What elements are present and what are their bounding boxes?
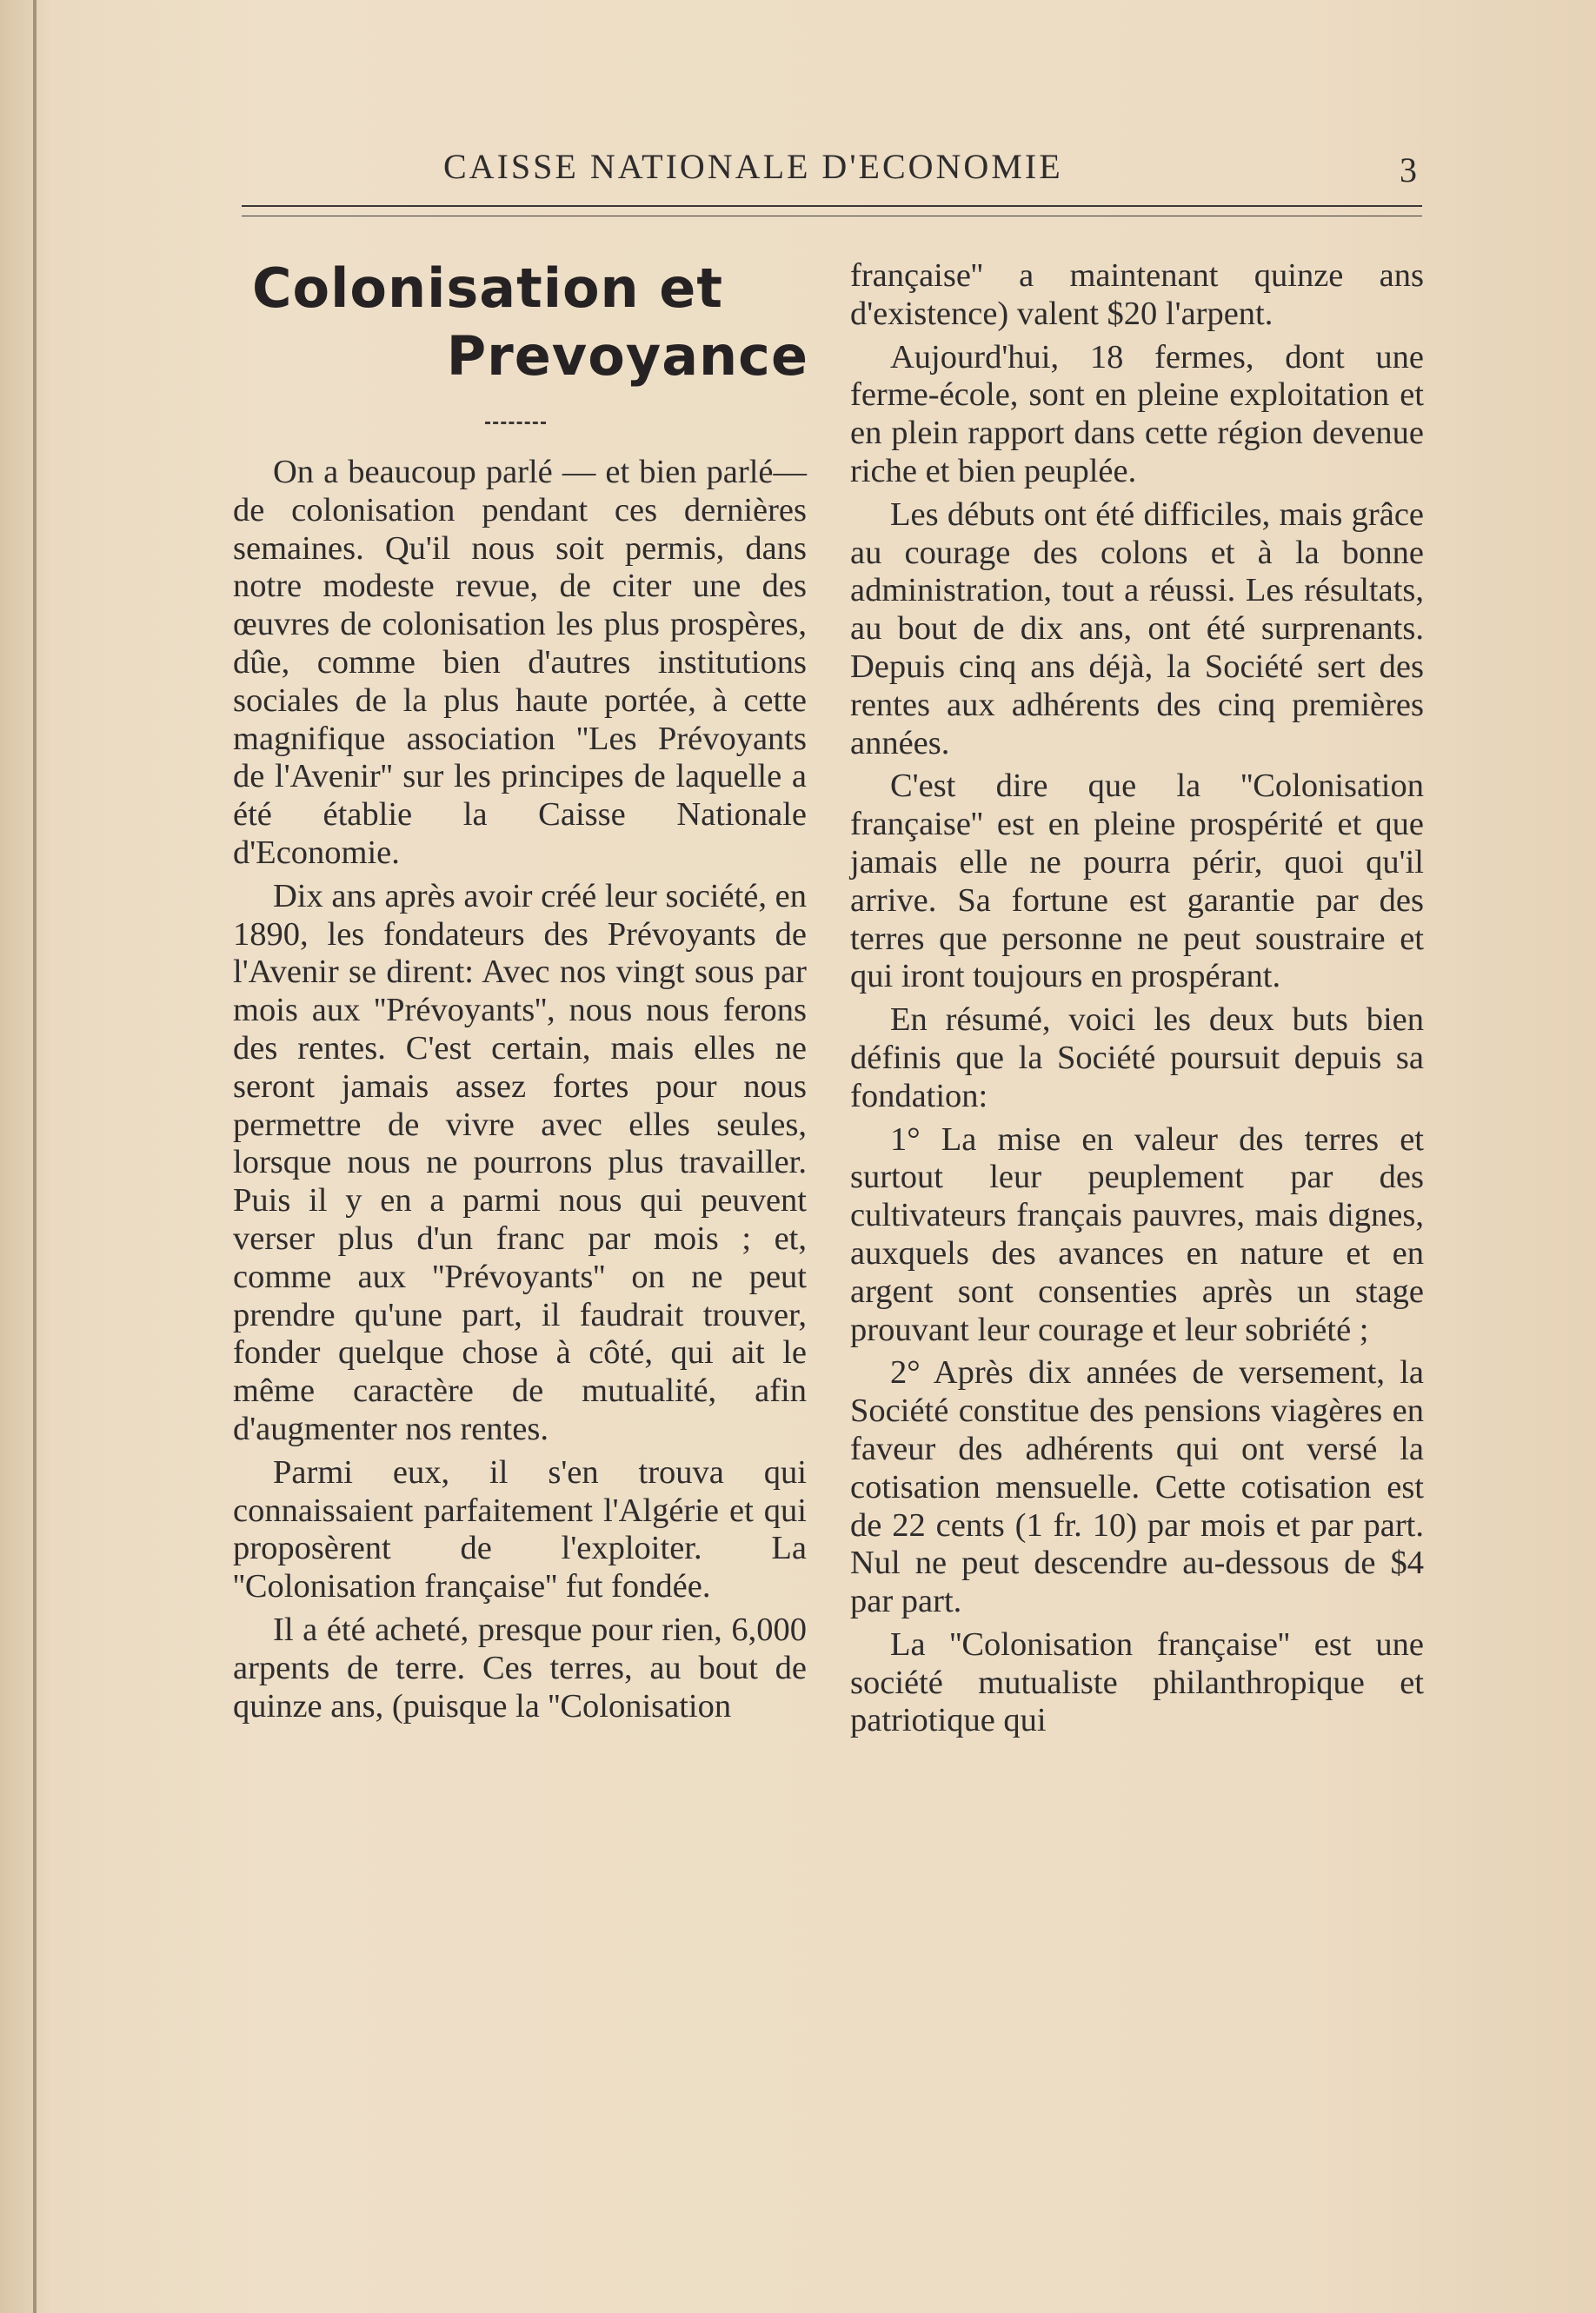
- paragraph: En résumé, voici les deux buts bien définis que la Société poursuit depuis sa fondation:: [850, 1001, 1424, 1114]
- title-ornament-rule: [485, 422, 546, 427]
- paragraph: Les débuts ont été difficiles, mais grâce au courage des colons et à la bonne administration, tout a réussi. Les résultats, au bout de dix ans, ont été surprenants. Depuis cinq ans déjà, la Société sert des rentes aux adhérents des cinq premières années.: [850, 495, 1424, 761]
- paragraph: La ''Colonisation française'' est une société mutualiste philanthropique et patriotique qui: [850, 1625, 1424, 1739]
- paragraph: 1° La mise en valeur des terres et surtout leur peuplement par des cultivateurs français pauvres, mais dignes, auxquels des avances en nature et en argent sont consenties après un stage prouvant leur courage et leur sobriété ;: [850, 1120, 1424, 1348]
- article-title-line-1: Colonisation et: [252, 256, 723, 320]
- article-title: [243, 256, 817, 404]
- paragraph: Il a été acheté, presque pour rien, 6,000 arpents de terre. Ces terres, au bout de quinze ans, (puisque la ''Colonisation: [233, 1611, 807, 1725]
- paragraph: Aujourd'hui, 18 fermes, dont une ferme-école, sont en pleine exploitation et en plein rapport dans cette région devenue riche et bien peuplée.: [850, 338, 1424, 489]
- running-title: CAISSE NATIONALE D'ECONOMIE: [443, 147, 1063, 186]
- paragraph: Parmi eux, il s'en trouva qui connaissaient parfaitement l'Algérie et qui proposèrent de l'exploiter. La ''Colonisation française'' fut fondée.: [233, 1453, 807, 1605]
- paragraph: On a beaucoup parlé — et bien parlé—de colonisation pendant ces dernières semaines. Qu'il nous soit permis, dans notre modeste revue, de citer une des œuvres de colonisation les plus prospères, dûe, comme bien d'autres institutions sociales de la plus haute portée, à cette magnifique association ''Les Prévoyants de l'Avenir'' sur les principes de laquelle a été établie la Caisse Nationale d'Economie.: [233, 454, 807, 871]
- binding-edge: [33, 0, 37, 2313]
- paragraph: 2° Après dix années de versement, la Société constitue des pensions viagères en faveur des adhérents qui ont versé la cotisation mensuelle. Cette cotisation est de 22 cents (1 fr. 10) par mois et par part. Nul ne peut descendre au-dessous de $4 par part.: [850, 1354, 1424, 1620]
- right-column: [850, 257, 1424, 1745]
- header-rule-top: [242, 205, 1422, 207]
- page-number: 3: [1400, 150, 1417, 189]
- left-column: [233, 454, 807, 1731]
- article-title-line-2: Prevoyance: [446, 324, 808, 388]
- paragraph: C'est dire que la ''Colonisation française'' est en pleine prospérité et que jamais elle ne pourra périr, quoi qu'il arrive. Sa fortune est garantie par des terres que personne ne peut soustraire et qui iront toujours en prospérant.: [850, 768, 1424, 995]
- paragraph-continuation: française'' a maintenant quinze ans d'existence) valent $20 l'arpent.: [850, 257, 1424, 332]
- running-header: [243, 146, 1443, 198]
- paragraph: Dix ans après avoir créé leur société, en 1890, les fondateurs des Prévoyants de l'Avenir se dirent: Avec nos vingt sous par mois aux ''Prévoyants'', nous nous ferons des rentes. C'est certain, mais elles ne seront jamais assez fortes pour nous permettre de vivre avec elles seules, lorsque nous ne pourrons plus travailler. Puis il y en a parmi nous qui peuvent verser plus d'un franc par mois ; et, comme aux ''Prévoyants'' on ne peut prendre qu'une part, il faudrait trouver, fonder quelque chose à côté, qui ait le même caractère de mutualité, afin d'augmenter nos rentes.: [233, 877, 807, 1447]
